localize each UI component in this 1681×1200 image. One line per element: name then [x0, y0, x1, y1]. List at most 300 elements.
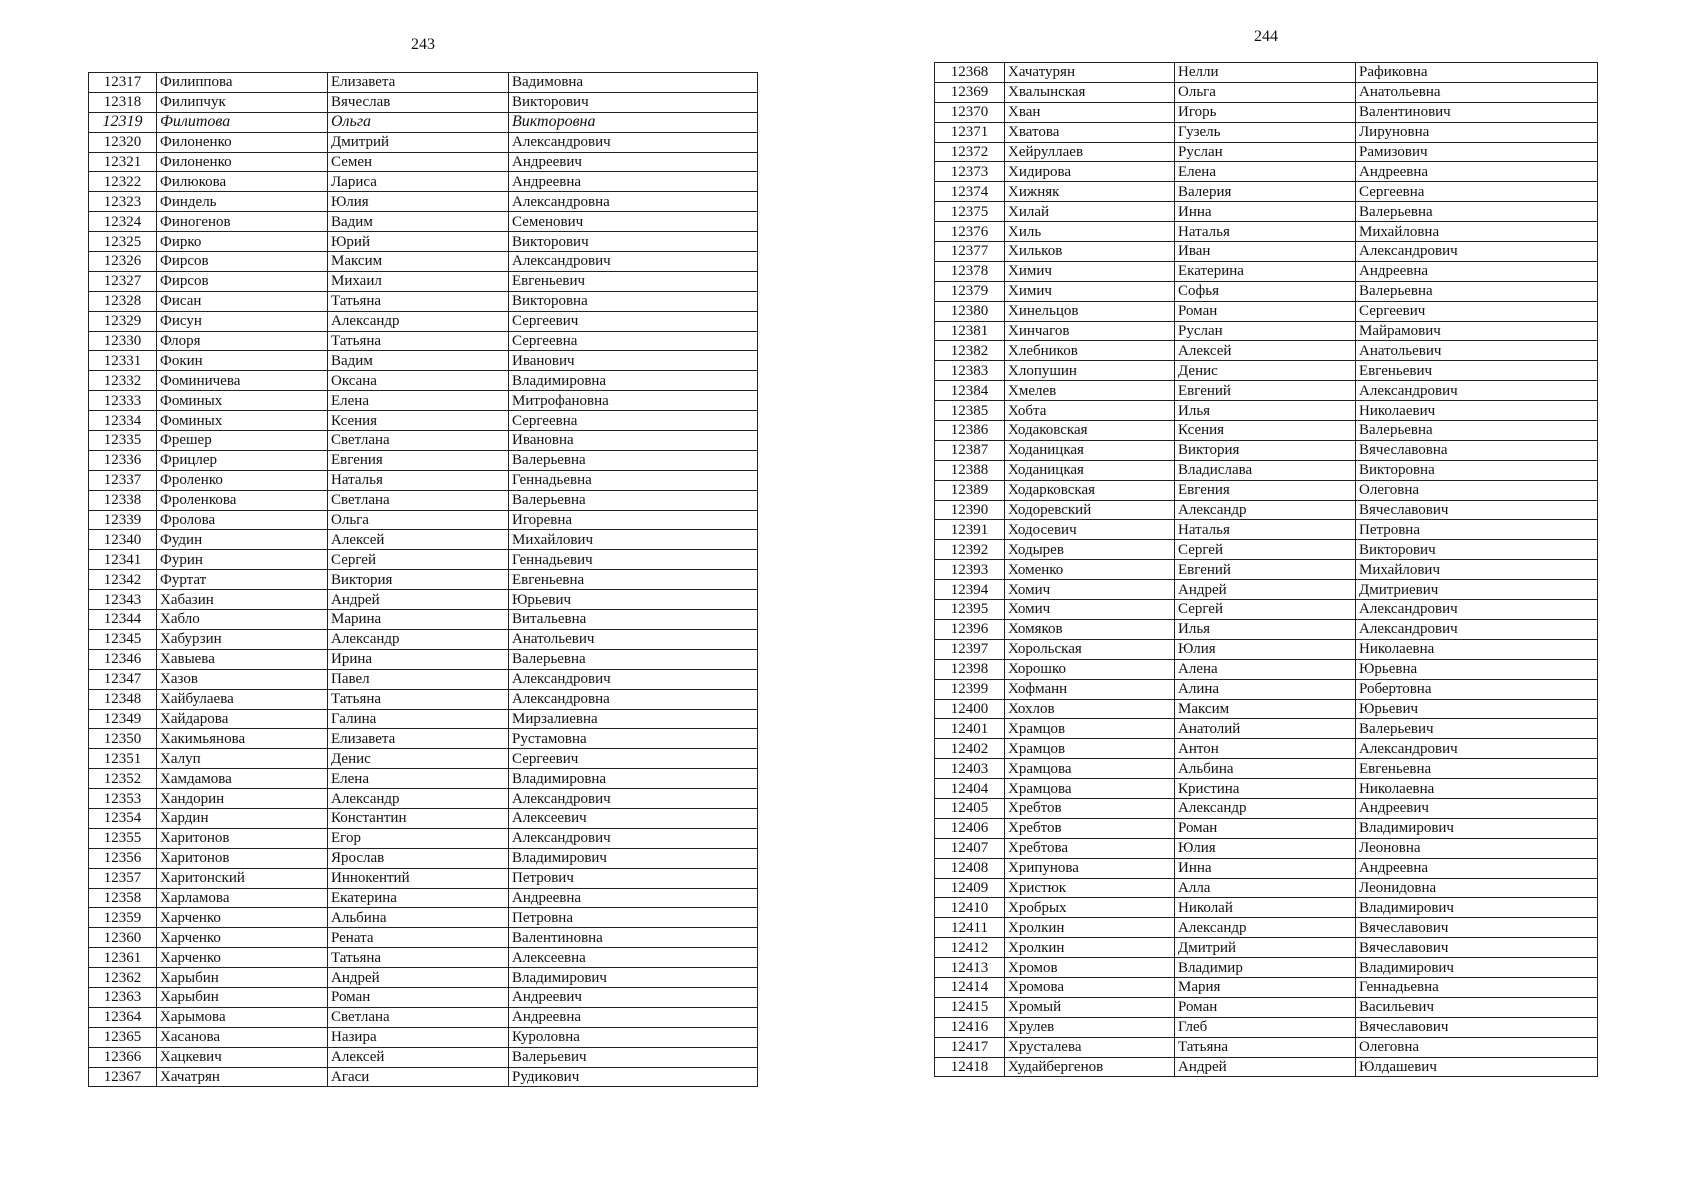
patronymic-cell: Александровна — [509, 192, 758, 212]
patronymic-cell: Владимирович — [1356, 898, 1598, 918]
first-name-cell: Руслан — [1175, 321, 1356, 341]
table-row — [935, 202, 1598, 222]
patronymic-cell: Михайлович — [1356, 560, 1598, 580]
first-name-cell: Галина — [328, 709, 509, 729]
first-name-cell: Роман — [1175, 301, 1356, 321]
record-number-cell: 12395 — [935, 600, 1005, 620]
patronymic-cell: Юрьевич — [509, 590, 758, 610]
table-row — [89, 92, 758, 112]
record-number-cell: 12414 — [935, 977, 1005, 997]
surname-cell: Ходосевич — [1005, 520, 1175, 540]
first-name-cell: Юлия — [1175, 838, 1356, 858]
first-name-cell: Александр — [328, 629, 509, 649]
surname-cell: Хомич — [1005, 580, 1175, 600]
table-row — [935, 520, 1598, 540]
table-row — [935, 1057, 1598, 1077]
first-name-cell: Наталья — [328, 470, 509, 490]
table-row — [935, 938, 1598, 958]
record-number-cell: 12330 — [89, 331, 157, 351]
table-row — [935, 82, 1598, 102]
surname-cell: Хардин — [157, 808, 328, 828]
table-row — [935, 858, 1598, 878]
patronymic-cell: Викторовна — [509, 291, 758, 311]
first-name-cell: Александр — [1175, 918, 1356, 938]
surname-cell: Хачатурян — [1005, 63, 1175, 83]
table-row — [89, 132, 758, 152]
first-name-cell: Алексей — [328, 1047, 509, 1067]
record-number-cell: 12406 — [935, 818, 1005, 838]
surname-cell: Хромова — [1005, 977, 1175, 997]
record-number-cell: 12357 — [89, 868, 157, 888]
record-number-cell: 12397 — [935, 639, 1005, 659]
record-number-cell: 12318 — [89, 92, 157, 112]
surname-cell: Хачатрян — [157, 1067, 328, 1087]
record-number-cell: 12372 — [935, 142, 1005, 162]
table-row — [935, 878, 1598, 898]
first-name-cell: Светлана — [328, 1007, 509, 1027]
record-number-cell: 12404 — [935, 779, 1005, 799]
surname-cell: Фрицлер — [157, 450, 328, 470]
first-name-cell: Евгений — [1175, 560, 1356, 580]
table-row — [89, 411, 758, 431]
record-number-cell: 12412 — [935, 938, 1005, 958]
patronymic-cell: Евгеньевна — [1356, 759, 1598, 779]
surname-cell: Флоря — [157, 331, 328, 351]
patronymic-cell: Вячеславович — [1356, 918, 1598, 938]
surname-cell: Хромый — [1005, 997, 1175, 1017]
record-number-cell: 12386 — [935, 421, 1005, 441]
patronymic-cell: Александрович — [1356, 739, 1598, 759]
record-number-cell: 12352 — [89, 769, 157, 789]
first-name-cell: Иннокентий — [328, 868, 509, 888]
patronymic-cell: Николаевич — [1356, 401, 1598, 421]
record-number-cell: 12326 — [89, 252, 157, 272]
record-number-cell: 12367 — [89, 1067, 157, 1087]
surname-cell: Фирко — [157, 232, 328, 252]
patronymic-cell: Куроловна — [509, 1027, 758, 1047]
first-name-cell: Елена — [328, 391, 509, 411]
first-name-cell: Наталья — [1175, 520, 1356, 540]
record-number-cell: 12402 — [935, 739, 1005, 759]
surname-cell: Харченко — [157, 908, 328, 928]
patronymic-cell: Майрамович — [1356, 321, 1598, 341]
table-row — [89, 1047, 758, 1067]
table-row — [935, 560, 1598, 580]
patronymic-cell: Вячеславович — [1356, 938, 1598, 958]
first-name-cell: Денис — [328, 749, 509, 769]
record-number-cell: 12347 — [89, 669, 157, 689]
table-row — [89, 868, 758, 888]
table-row — [89, 629, 758, 649]
first-name-cell: Вадим — [328, 212, 509, 232]
first-name-cell: Андрей — [328, 968, 509, 988]
surname-cell: Хвалынская — [1005, 82, 1175, 102]
patronymic-cell: Семенович — [509, 212, 758, 232]
record-number-cell: 12321 — [89, 152, 157, 172]
record-number-cell: 12348 — [89, 689, 157, 709]
record-number-cell: 12417 — [935, 1037, 1005, 1057]
first-name-cell: Вадим — [328, 351, 509, 371]
patronymic-cell: Мирзалиевна — [509, 709, 758, 729]
record-number-cell: 12331 — [89, 351, 157, 371]
first-name-cell: Юлия — [328, 192, 509, 212]
patronymic-cell: Иванович — [509, 351, 758, 371]
surname-cell: Хильков — [1005, 242, 1175, 262]
first-name-cell: Алина — [1175, 679, 1356, 699]
surname-cell: Филоненко — [157, 152, 328, 172]
record-number-cell: 12322 — [89, 172, 157, 192]
first-name-cell: Алена — [1175, 659, 1356, 679]
table-row — [89, 789, 758, 809]
record-number-cell: 12375 — [935, 202, 1005, 222]
record-number-cell: 12365 — [89, 1027, 157, 1047]
table-row — [935, 798, 1598, 818]
table-row — [935, 958, 1598, 978]
record-number-cell: 12396 — [935, 619, 1005, 639]
surname-cell: Хайбулаева — [157, 689, 328, 709]
table-row — [89, 948, 758, 968]
surname-cell: Ходарковская — [1005, 480, 1175, 500]
table-row — [89, 212, 758, 232]
first-name-cell: Нелли — [1175, 63, 1356, 83]
surname-cell: Хамдамова — [157, 769, 328, 789]
first-name-cell: Ольга — [1175, 82, 1356, 102]
surname-cell: Ходаницкая — [1005, 440, 1175, 460]
first-name-cell: Марина — [328, 610, 509, 630]
table-row — [89, 1007, 758, 1027]
first-name-cell: Михаил — [328, 271, 509, 291]
surname-cell: Хакимьянова — [157, 729, 328, 749]
surname-cell: Хватова — [1005, 122, 1175, 142]
surname-cell: Храмцова — [1005, 759, 1175, 779]
surname-cell: Хлебников — [1005, 341, 1175, 361]
surname-cell: Храмцов — [1005, 739, 1175, 759]
record-number-cell: 12366 — [89, 1047, 157, 1067]
first-name-cell: Александр — [328, 789, 509, 809]
record-number-cell: 12384 — [935, 381, 1005, 401]
table-row — [935, 341, 1598, 361]
patronymic-cell: Валерьевна — [1356, 281, 1598, 301]
table-row — [89, 470, 758, 490]
record-number-cell: 12341 — [89, 550, 157, 570]
first-name-cell: Илья — [1175, 401, 1356, 421]
surname-cell: Химич — [1005, 261, 1175, 281]
first-name-cell: Ирина — [328, 649, 509, 669]
surname-cell: Хидирова — [1005, 162, 1175, 182]
table-row — [89, 848, 758, 868]
patronymic-cell: Николаевна — [1356, 639, 1598, 659]
surname-cell: Фирсов — [157, 271, 328, 291]
table-row — [89, 968, 758, 988]
table-row — [935, 818, 1598, 838]
first-name-cell: Николай — [1175, 898, 1356, 918]
patronymic-cell: Александрович — [509, 828, 758, 848]
name-register-table — [934, 62, 1598, 1077]
table-row — [935, 580, 1598, 600]
record-number-cell: 12373 — [935, 162, 1005, 182]
patronymic-cell: Андреевна — [1356, 162, 1598, 182]
patronymic-cell: Андреевна — [509, 172, 758, 192]
table-row — [935, 261, 1598, 281]
patronymic-cell: Игоревна — [509, 510, 758, 530]
surname-cell: Хролкин — [1005, 938, 1175, 958]
table-row — [89, 271, 758, 291]
first-name-cell: Андрей — [1175, 580, 1356, 600]
first-name-cell: Егор — [328, 828, 509, 848]
record-number-cell: 12343 — [89, 590, 157, 610]
surname-cell: Химич — [1005, 281, 1175, 301]
surname-cell: Фирсов — [157, 252, 328, 272]
table-row — [935, 600, 1598, 620]
table-row — [935, 898, 1598, 918]
patronymic-cell: Рустамовна — [509, 729, 758, 749]
patronymic-cell: Александрович — [509, 789, 758, 809]
first-name-cell: Назира — [328, 1027, 509, 1047]
surname-cell: Фролова — [157, 510, 328, 530]
record-number-cell: 12416 — [935, 1017, 1005, 1037]
table-row — [935, 281, 1598, 301]
patronymic-cell: Вячеславовна — [1356, 440, 1598, 460]
patronymic-cell: Петровна — [509, 908, 758, 928]
first-name-cell: Елена — [1175, 162, 1356, 182]
table-row — [89, 987, 758, 1007]
surname-cell: Харченко — [157, 928, 328, 948]
record-number-cell: 12410 — [935, 898, 1005, 918]
page-number: 244 — [1254, 28, 1278, 45]
patronymic-cell: Викторович — [509, 232, 758, 252]
patronymic-cell: Вадимовна — [509, 73, 758, 93]
table-row — [89, 928, 758, 948]
patronymic-cell: Владимирович — [509, 848, 758, 868]
first-name-cell: Татьяна — [1175, 1037, 1356, 1057]
patronymic-cell: Михайлович — [509, 530, 758, 550]
patronymic-cell: Андреевна — [509, 888, 758, 908]
first-name-cell: Евгения — [328, 450, 509, 470]
first-name-cell: Александр — [1175, 500, 1356, 520]
surname-cell: Фоминичева — [157, 371, 328, 391]
first-name-cell: Роман — [1175, 818, 1356, 838]
record-number-cell: 12325 — [89, 232, 157, 252]
first-name-cell: Игорь — [1175, 102, 1356, 122]
record-number-cell: 12349 — [89, 709, 157, 729]
table-row — [89, 331, 758, 351]
patronymic-cell: Александрович — [509, 132, 758, 152]
record-number-cell: 12399 — [935, 679, 1005, 699]
table-row — [935, 142, 1598, 162]
patronymic-cell: Леонидовна — [1356, 878, 1598, 898]
record-number-cell: 12337 — [89, 470, 157, 490]
surname-cell: Храмцов — [1005, 719, 1175, 739]
surname-cell: Хлопушин — [1005, 361, 1175, 381]
first-name-cell: Альбина — [1175, 759, 1356, 779]
surname-cell: Хребтова — [1005, 838, 1175, 858]
table-row — [935, 779, 1598, 799]
patronymic-cell: Валерьевна — [1356, 202, 1598, 222]
first-name-cell: Мария — [1175, 977, 1356, 997]
surname-cell: Харитонов — [157, 848, 328, 868]
table-body — [935, 63, 1598, 1077]
table-row — [935, 997, 1598, 1017]
patronymic-cell: Олеговна — [1356, 1037, 1598, 1057]
first-name-cell: Александр — [1175, 798, 1356, 818]
record-number-cell: 12329 — [89, 311, 157, 331]
record-number-cell: 12340 — [89, 530, 157, 550]
surname-cell: Ходаковская — [1005, 421, 1175, 441]
table-row — [89, 431, 758, 451]
record-number-cell: 12360 — [89, 928, 157, 948]
first-name-cell: Глеб — [1175, 1017, 1356, 1037]
surname-cell: Харитонский — [157, 868, 328, 888]
first-name-cell: Инна — [1175, 202, 1356, 222]
first-name-cell: Ксения — [1175, 421, 1356, 441]
surname-cell: Харитонов — [157, 828, 328, 848]
first-name-cell: Татьяна — [328, 331, 509, 351]
record-number-cell: 12319 — [89, 112, 157, 132]
surname-cell: Хрулев — [1005, 1017, 1175, 1037]
table-row — [89, 570, 758, 590]
surname-cell: Фроленко — [157, 470, 328, 490]
patronymic-cell: Андреевна — [1356, 858, 1598, 878]
page-left — [88, 34, 758, 1087]
surname-cell: Фоминых — [157, 411, 328, 431]
record-number-cell: 12378 — [935, 261, 1005, 281]
first-name-cell: Софья — [1175, 281, 1356, 301]
table-row — [935, 500, 1598, 520]
table-row — [89, 610, 758, 630]
record-number-cell: 12335 — [89, 431, 157, 451]
surname-cell: Хабло — [157, 610, 328, 630]
record-number-cell: 12411 — [935, 918, 1005, 938]
table-row — [935, 719, 1598, 739]
table-row — [89, 590, 758, 610]
patronymic-cell: Вячеславович — [1356, 1017, 1598, 1037]
record-number-cell: 12345 — [89, 629, 157, 649]
table-row — [89, 490, 758, 510]
record-number-cell: 12358 — [89, 888, 157, 908]
patronymic-cell: Александрович — [509, 669, 758, 689]
surname-cell: Хрипунова — [1005, 858, 1175, 878]
first-name-cell: Елизавета — [328, 729, 509, 749]
patronymic-cell: Валерьевна — [1356, 421, 1598, 441]
table-row — [935, 1037, 1598, 1057]
patronymic-cell: Владимирович — [1356, 818, 1598, 838]
surname-cell: Финогенов — [157, 212, 328, 232]
record-number-cell: 12334 — [89, 411, 157, 431]
patronymic-cell: Петрович — [509, 868, 758, 888]
table-row — [89, 1067, 758, 1087]
first-name-cell: Андрей — [1175, 1057, 1356, 1077]
table-row — [89, 550, 758, 570]
surname-cell: Хмелев — [1005, 381, 1175, 401]
patronymic-cell: Сергеевич — [1356, 301, 1598, 321]
first-name-cell: Владислава — [1175, 460, 1356, 480]
first-name-cell: Сергей — [1175, 600, 1356, 620]
patronymic-cell: Евгеньевич — [1356, 361, 1598, 381]
surname-cell: Харыбин — [157, 987, 328, 1007]
first-name-cell: Рената — [328, 928, 509, 948]
table-row — [89, 709, 758, 729]
surname-cell: Харченко — [157, 948, 328, 968]
patronymic-cell: Владимировна — [509, 769, 758, 789]
first-name-cell: Ярослав — [328, 848, 509, 868]
first-name-cell: Илья — [1175, 619, 1356, 639]
surname-cell: Хандорин — [157, 789, 328, 809]
patronymic-cell: Робертовна — [1356, 679, 1598, 699]
surname-cell: Харыбин — [157, 968, 328, 988]
surname-cell: Харымова — [157, 1007, 328, 1027]
table-row — [89, 828, 758, 848]
surname-cell: Хофманн — [1005, 679, 1175, 699]
record-number-cell: 12338 — [89, 490, 157, 510]
record-number-cell: 12351 — [89, 749, 157, 769]
record-number-cell: 12391 — [935, 520, 1005, 540]
table-body — [89, 73, 758, 1087]
record-number-cell: 12409 — [935, 878, 1005, 898]
first-name-cell: Евгения — [1175, 480, 1356, 500]
record-number-cell: 12359 — [89, 908, 157, 928]
record-number-cell: 12344 — [89, 610, 157, 630]
first-name-cell: Лариса — [328, 172, 509, 192]
table-row — [89, 908, 758, 928]
table-row — [935, 102, 1598, 122]
record-number-cell: 12362 — [89, 968, 157, 988]
patronymic-cell: Геннадьевна — [509, 470, 758, 490]
table-row — [935, 480, 1598, 500]
first-name-cell: Алексей — [328, 530, 509, 550]
patronymic-cell: Валентиновна — [509, 928, 758, 948]
table-row — [89, 391, 758, 411]
first-name-cell: Альбина — [328, 908, 509, 928]
patronymic-cell: Викторовна — [1356, 460, 1598, 480]
record-number-cell: 12346 — [89, 649, 157, 669]
surname-cell: Хромов — [1005, 958, 1175, 978]
surname-cell: Хохлов — [1005, 699, 1175, 719]
first-name-cell: Татьяна — [328, 948, 509, 968]
record-number-cell: 12413 — [935, 958, 1005, 978]
first-name-cell: Елена — [328, 769, 509, 789]
surname-cell: Храмцова — [1005, 779, 1175, 799]
record-number-cell: 12339 — [89, 510, 157, 530]
table-row — [89, 450, 758, 470]
first-name-cell: Екатерина — [1175, 261, 1356, 281]
table-row — [935, 381, 1598, 401]
table-row — [89, 112, 758, 132]
record-number-cell: 12369 — [935, 82, 1005, 102]
patronymic-cell: Юлдашевич — [1356, 1057, 1598, 1077]
table-row — [89, 311, 758, 331]
patronymic-cell: Сергеевич — [509, 749, 758, 769]
record-number-cell: 12380 — [935, 301, 1005, 321]
surname-cell: Фисун — [157, 311, 328, 331]
record-number-cell: 12363 — [89, 987, 157, 1007]
surname-cell: Ходаницкая — [1005, 460, 1175, 480]
first-name-cell: Алексей — [1175, 341, 1356, 361]
surname-cell: Фроленкова — [157, 490, 328, 510]
patronymic-cell: Викторовна — [509, 112, 758, 132]
table-row — [935, 1017, 1598, 1037]
record-number-cell: 12389 — [935, 480, 1005, 500]
first-name-cell: Сергей — [1175, 540, 1356, 560]
table-row — [935, 838, 1598, 858]
surname-cell: Фурин — [157, 550, 328, 570]
first-name-cell: Павел — [328, 669, 509, 689]
patronymic-cell: Алексеевна — [509, 948, 758, 968]
first-name-cell: Виктория — [1175, 440, 1356, 460]
patronymic-cell: Анатольевич — [1356, 341, 1598, 361]
surname-cell: Хван — [1005, 102, 1175, 122]
table-row — [89, 729, 758, 749]
record-number-cell: 12383 — [935, 361, 1005, 381]
